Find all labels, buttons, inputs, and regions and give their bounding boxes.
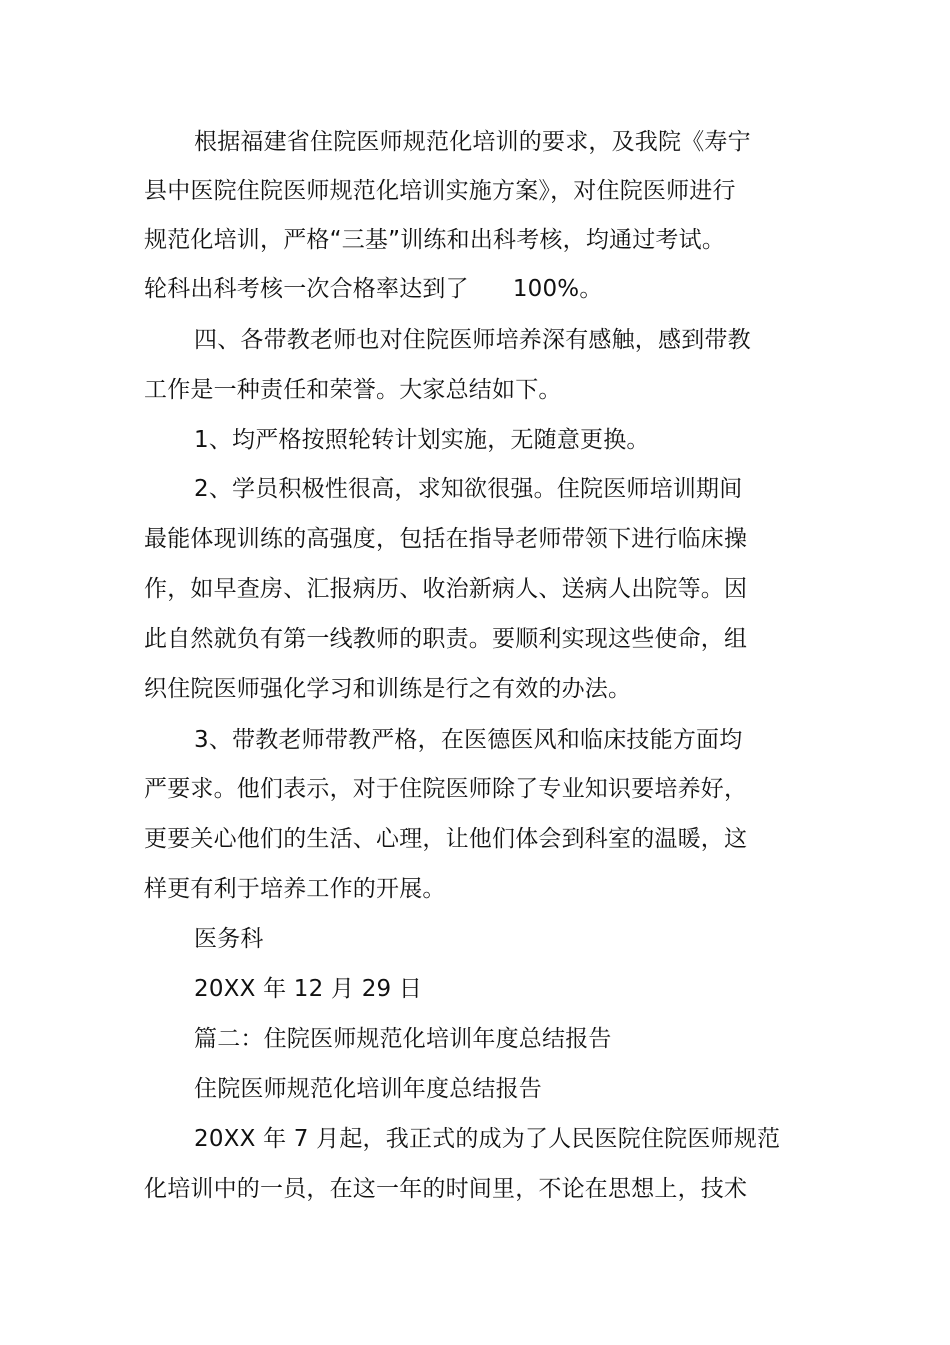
paragraph-line: 作，如早查房、汇报病历、收治新病人、送病人出院等。因	[144, 576, 748, 602]
section-heading: 篇二：住院医师规范化培训年度总结报告	[194, 1026, 612, 1052]
paragraph-line: 化培训中的一员，在这一年的时间里，不论在思想上，技术	[144, 1176, 748, 1202]
paragraph-line: 织住院医师强化学习和训练是行之有效的办法。	[144, 676, 632, 702]
list-item-line: 1、均严格按照轮转计划实施，无随意更换。	[194, 427, 650, 453]
paragraph-line: 县中医院住院医师规范化培训实施方案》，对住院医师进行	[144, 178, 736, 204]
report-title: 住院医师规范化培训年度总结报告	[194, 1076, 542, 1102]
paragraph-line: 根据福建省住院医师规范化培训的要求，及我院《寿宁	[194, 129, 751, 155]
paragraph-line: 工作是一种责任和荣誉。大家总结如下。	[144, 377, 562, 403]
paragraph-line: 最能体现训练的高强度，包括在指导老师带领下进行临床操	[144, 526, 748, 552]
paragraph-line: 此自然就负有第一线教师的职责。要顺利实现这些使命，组	[144, 626, 748, 652]
paragraph-line: 更要关心他们的生活、心理，让他们体会到科室的温暖，这	[144, 826, 748, 852]
list-item-line: 3、带教老师带教严格，在医德医风和临床技能方面均	[194, 727, 743, 753]
paragraph-line: 样更有利于培养工作的开展。	[144, 876, 446, 902]
signature-date: 20XX 年 12 月 29 日	[194, 976, 423, 1002]
paragraph-line	[144, 271, 603, 307]
list-item-line: 2、学员积极性很高，求知欲很强。住院医师培训期间	[194, 476, 743, 502]
paragraph-line: 四、各带教老师也对住院医师培养深有感触，感到带教	[194, 327, 751, 353]
paragraph-line: 规范化培训，严格“三基”训练和出科考核，均通过考试。	[144, 227, 726, 253]
pass-rate-value: 100%。	[512, 276, 603, 302]
signature-department: 医务科	[194, 926, 264, 952]
paragraph-text: 轮科出科考核一次合格率达到了	[144, 276, 469, 302]
paragraph-line: 严要求。他们表示，对于住院医师除了专业知识要培养好，	[144, 776, 748, 802]
paragraph-line: 20XX 年 7 月起，我正式的成为了人民医院住院医师规范	[194, 1126, 781, 1152]
